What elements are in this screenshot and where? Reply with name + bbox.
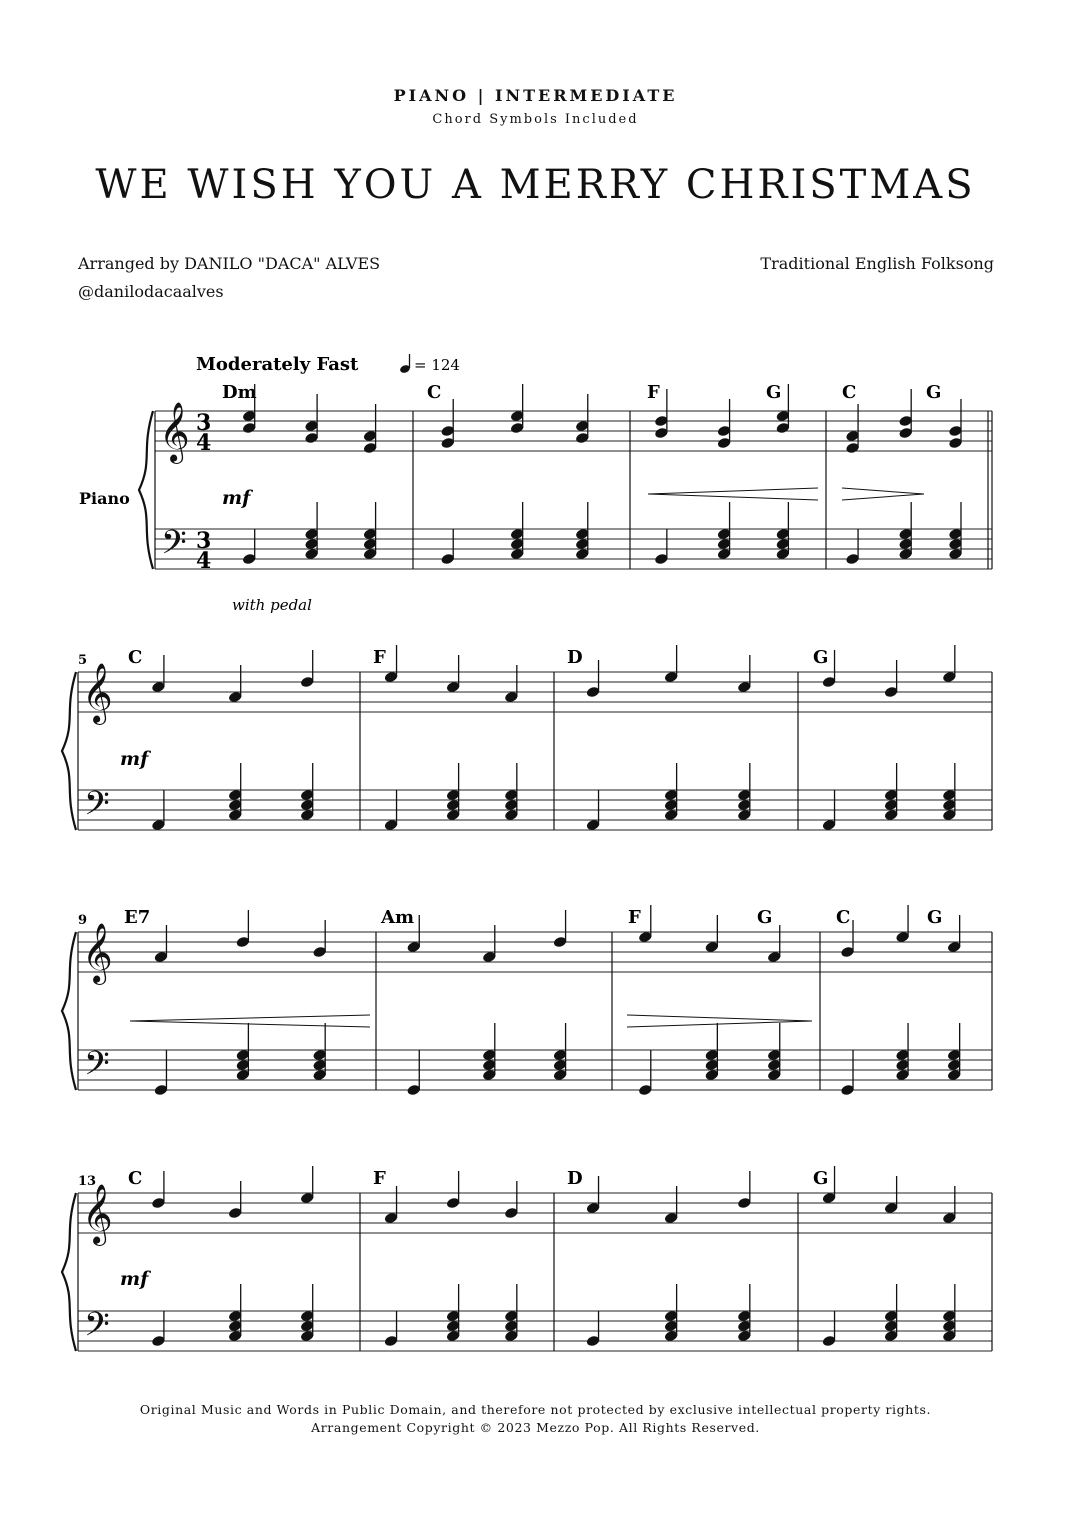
chord-symbol: D <box>567 1168 583 1189</box>
diminuendo-hairpin <box>627 1015 812 1027</box>
score-system <box>62 905 992 1096</box>
subtitle: Chord Symbols Included <box>432 112 639 127</box>
arranger-handle: @danilodacaalves <box>78 282 224 301</box>
tempo-value: = 124 <box>414 356 460 374</box>
measure-number: 5 <box>78 653 88 668</box>
dynamic-marking: mf <box>120 1268 149 1290</box>
instrument-label: Piano <box>79 489 130 508</box>
bass-clef-icon: 𝄢 <box>84 1045 110 1091</box>
chord-symbol: G <box>813 647 829 668</box>
time-signature-top: 3 <box>196 410 212 436</box>
composer-credit: Traditional English Folksong <box>760 254 994 273</box>
brace-icon <box>62 932 76 1090</box>
chord-symbol: F <box>373 1168 386 1189</box>
measure-number: 9 <box>78 913 88 928</box>
chord-symbol: C <box>128 1168 143 1189</box>
treble-clef-icon: 𝄞 <box>82 663 113 723</box>
arranger-credit: Arranged by DANILO "DACA" ALVES <box>78 254 381 273</box>
diminuendo-hairpin <box>842 488 924 500</box>
brace-icon <box>139 411 153 569</box>
quarter-note-icon <box>399 354 411 374</box>
chord-symbol: G <box>813 1168 829 1189</box>
dynamic-marking: mf <box>222 487 251 509</box>
chord-symbol: F <box>647 382 660 403</box>
bass-clef-icon: 𝄢 <box>161 524 187 570</box>
footer-public-domain: Original Music and Words in Public Domain, and therefore not protected by exclusive intellectual property rights. <box>139 1402 932 1417</box>
chord-symbol: G <box>766 382 782 403</box>
score-system <box>62 1166 992 1352</box>
chord-symbol: F <box>628 907 641 928</box>
treble-clef-icon: 𝄞 <box>82 1184 113 1244</box>
measure-number: 13 <box>78 1174 97 1189</box>
chord-symbol: G <box>926 382 942 403</box>
level-label: PIANO | INTERMEDIATE <box>393 86 678 105</box>
treble-clef-icon: 𝄞 <box>82 923 113 983</box>
chord-symbol: Dm <box>222 382 257 403</box>
bass-clef-icon: 𝄢 <box>84 1306 110 1352</box>
time-signature-bottom: 4 <box>196 430 212 456</box>
time-signature-top: 3 <box>196 528 212 554</box>
crescendo-hairpin <box>648 488 818 500</box>
pedal-instruction: with pedal <box>232 596 312 614</box>
chord-symbol: G <box>757 907 773 928</box>
chord-symbol: Am <box>381 907 415 928</box>
brace-icon <box>62 1193 76 1351</box>
chord-symbol: C <box>836 907 851 928</box>
chord-symbol: C <box>842 382 857 403</box>
song-title: WE WISH YOU A MERRY CHRISTMAS <box>95 162 976 208</box>
chord-symbol: G <box>927 907 943 928</box>
brace-icon <box>62 672 76 830</box>
chord-symbol: C <box>128 647 143 668</box>
time-signature-bottom: 4 <box>196 548 212 574</box>
bass-clef-icon: 𝄢 <box>84 785 110 831</box>
treble-clef-icon: 𝄞 <box>159 402 190 462</box>
dynamic-marking: mf <box>120 748 149 770</box>
chord-symbol: D <box>567 647 583 668</box>
tempo-marking: Moderately Fast <box>196 354 359 375</box>
crescendo-hairpin <box>130 1015 370 1027</box>
footer-copyright: Arrangement Copyright © 2023 Mezzo Pop. All Rights Reserved. <box>311 1420 760 1435</box>
chord-symbol: F <box>373 647 386 668</box>
score-system <box>62 645 992 831</box>
chord-symbol: C <box>427 382 442 403</box>
chord-symbol: E7 <box>124 907 151 928</box>
score-system <box>139 382 992 574</box>
